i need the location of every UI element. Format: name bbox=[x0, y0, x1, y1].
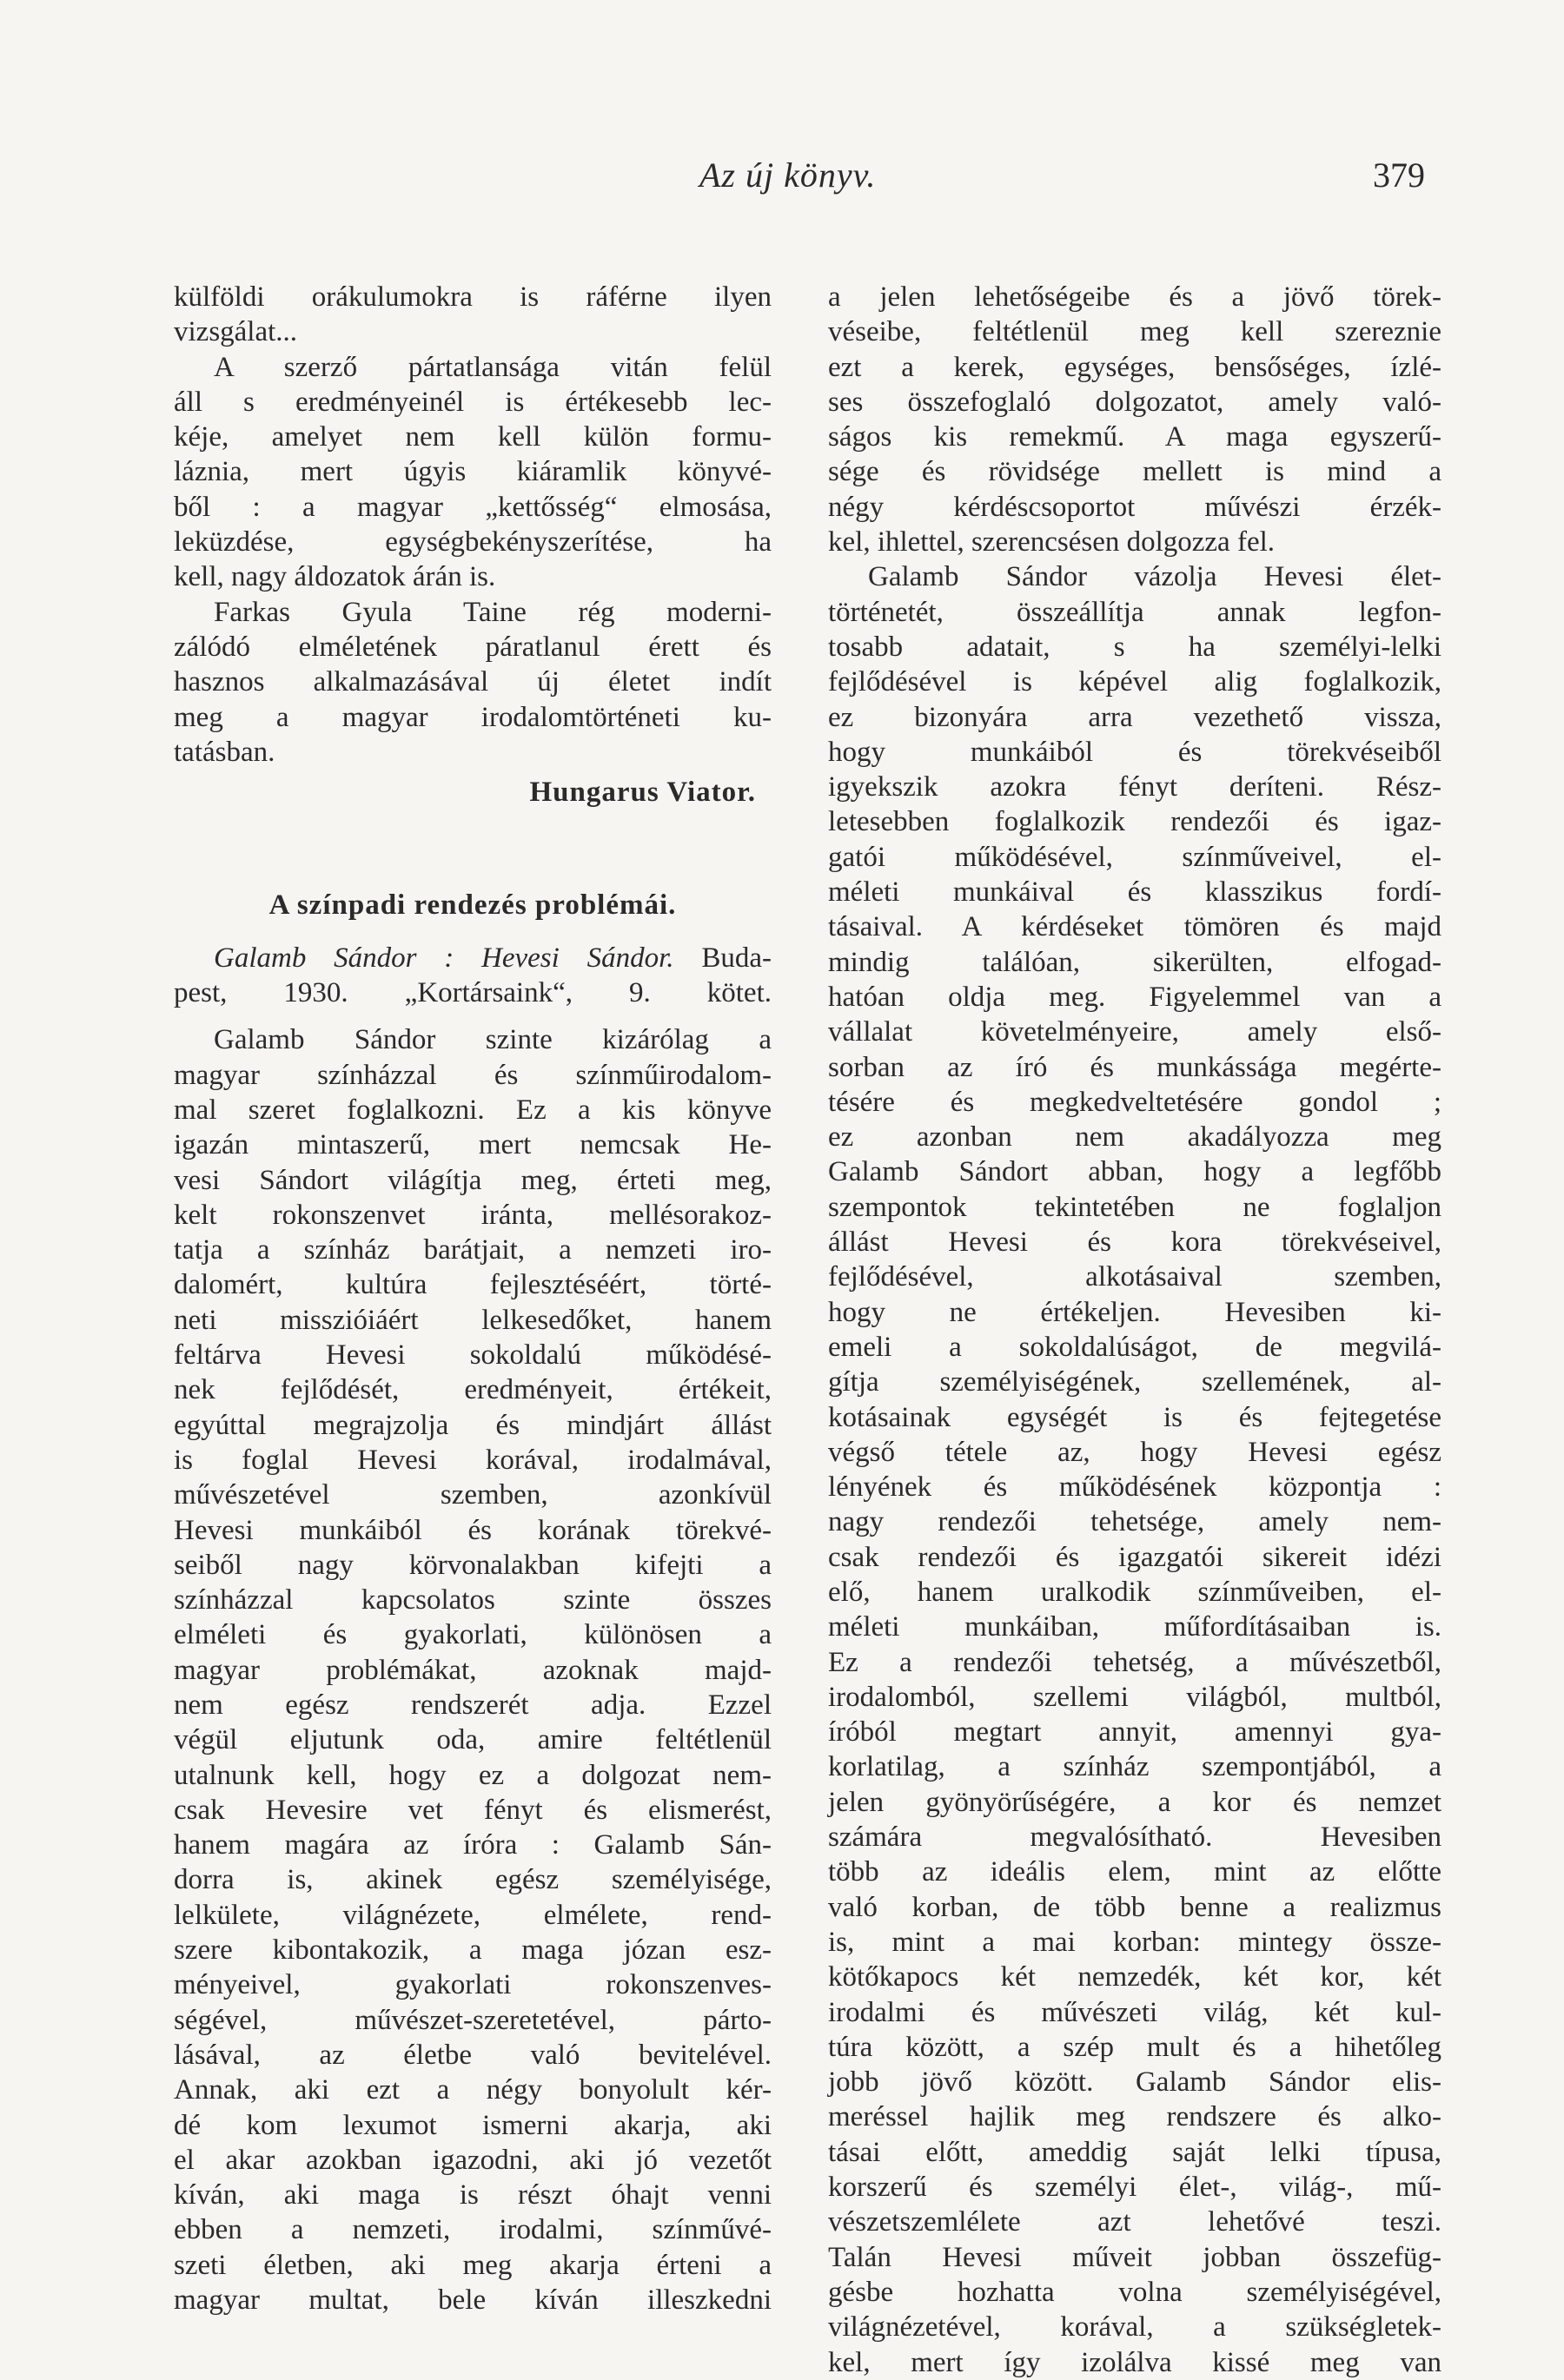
text-line: való korban, de több benne a realizmus bbox=[828, 1891, 1441, 1923]
text-line: nem egész rendszerét adja. Ezzel bbox=[174, 1689, 772, 1721]
text-line: fejlődésével is képével alig foglalkozik, bbox=[828, 666, 1441, 698]
text-line: Galamb Sándor vázolja Hevesi élet- bbox=[868, 561, 1441, 593]
text-line: feltárva Hevesi sokoldalú működésé- bbox=[174, 1339, 772, 1372]
text-line: számára megvalósítható. Hevesiben bbox=[828, 1821, 1441, 1854]
text-line: irodalmi és művészeti világ, két kul- bbox=[828, 1996, 1441, 2028]
left-paragraph-1 bbox=[174, 280, 772, 350]
text-line: elméleti és gyakorlati, különösen a bbox=[174, 1619, 772, 1651]
left-paragraph-2 bbox=[174, 350, 772, 595]
text-line: művészetével szemben, azonkívül bbox=[174, 1479, 772, 1511]
text-line: történetét, összeállítja annak legfon- bbox=[828, 596, 1441, 628]
text-line: A szerző pártatlansága vitán felül bbox=[214, 351, 772, 383]
text-line: hasznos alkalmazásával új életet indít bbox=[174, 666, 772, 698]
text-line: a jelen lehetőségeibe és a jövő törek- bbox=[828, 281, 1441, 313]
text-line: Annak, aki ezt a négy bonyolult kér- bbox=[174, 2074, 772, 2106]
text-line: végül eljutunk oda, amire feltétlenül bbox=[174, 1724, 772, 1756]
text-line: négy kérdéscsoportot művészi érzék- bbox=[828, 491, 1441, 523]
text-line: ből : a magyar „kettősség“ elmosása, bbox=[174, 491, 772, 523]
text-line: túra között, a szép mult és a hihetőleg bbox=[828, 2031, 1441, 2063]
text-line: csak Hevesire vet fényt és elismerést, bbox=[174, 1794, 772, 1826]
text-line: irodalomból, szellemi világból, multból, bbox=[828, 1681, 1441, 1713]
text-line: vészetszemlélete azt lehetővé teszi. bbox=[828, 2206, 1441, 2238]
text-line: kíván, aki maga is részt óhajt venni bbox=[174, 2179, 772, 2211]
text-line: gatói működésével, színműveivel, el- bbox=[828, 841, 1441, 873]
text-line: gésbe hozhatta volna személyiségével, bbox=[828, 2276, 1441, 2308]
text-line: ezt a kerek, egységes, bensőséges, ízlé- bbox=[828, 351, 1441, 383]
text-line: áll s eredményeinél is értékesebb lec- bbox=[174, 386, 772, 418]
text-line: állást Hevesi és kora törekvéseivel, bbox=[828, 1226, 1441, 1259]
text-line: színházzal kapcsolatos szinte összes bbox=[174, 1584, 772, 1616]
section-title: A színpadi rendezés problémái. bbox=[268, 889, 677, 922]
running-head: Az új könyv. bbox=[699, 155, 877, 195]
text-line: zálódó elméletének páratlanul érett és bbox=[174, 631, 772, 663]
text-line: magyar problémákat, azoknak majd- bbox=[174, 1654, 772, 1686]
text-line: magyar színházzal és színműirodalom- bbox=[174, 1059, 772, 1091]
text-line: tésére és megkedveltetésére gondol ; bbox=[828, 1086, 1441, 1118]
text-line: csak rendezői és igazgatói sikereit idézi bbox=[828, 1541, 1441, 1573]
text-line: lásával, az életbe való bevitelével. bbox=[174, 2039, 772, 2071]
text-line: Farkas Gyula Taine rég moderni- bbox=[214, 596, 772, 628]
citation-author-title: Galamb Sándor : Hevesi Sándor. bbox=[214, 942, 674, 974]
text-line: dé kom lexumot ismerni akarja, aki bbox=[174, 2109, 772, 2141]
text-line: Ez a rendezői tehetség, a művészetből, bbox=[828, 1646, 1441, 1678]
review-signature: Hungarus Viator. bbox=[529, 777, 756, 809]
text-line: szempontok tekintetében ne foglaljon bbox=[828, 1191, 1441, 1223]
text-line: íróból megtart annyit, amennyi gya- bbox=[828, 1716, 1441, 1749]
text-line: tásai előtt, ameddig saját lelki típusa, bbox=[828, 2136, 1441, 2168]
text-line: Galamb Sándor szinte kizárólag a bbox=[214, 1024, 772, 1056]
text-line: tatja a színház barátjait, a nemzeti iro- bbox=[174, 1234, 772, 1266]
text-line: hatóan oldja meg. Figyelemmel van a bbox=[828, 981, 1441, 1013]
text-line: igyekszik azokra fényt deríteni. Rész- bbox=[828, 771, 1441, 803]
text-line: Hevesi munkáiból és korának törekvé- bbox=[174, 1514, 772, 1546]
text-line: gítja személyiségének, szellemének, al- bbox=[828, 1366, 1441, 1398]
text-line: ményeivel, gyakorlati rokonszenves- bbox=[174, 1969, 772, 2001]
citation-line: pest, 1930. „Kortársaink“, 9. kötet. bbox=[174, 977, 772, 1009]
text-line: meréssel hajlik meg rendszere és alko- bbox=[828, 2101, 1441, 2133]
text-line: külföldi orákulumokra is ráférne ilyen bbox=[174, 281, 772, 313]
page-number: 379 bbox=[1373, 155, 1425, 195]
text-line: nagy rendezői tehetsége, amely nem- bbox=[828, 1506, 1441, 1538]
text-line: lelkülete, világnézete, elmélete, rend- bbox=[174, 1899, 772, 1931]
text-line: kelt rokonszenvet iránta, mellésorakoz- bbox=[174, 1199, 772, 1231]
text-line: meg a magyar irodalomtörténeti ku- bbox=[174, 701, 772, 733]
text-line: jobb jövő között. Galamb Sándor elis- bbox=[828, 2066, 1441, 2099]
text-line: dorra is, akinek egész személyisége, bbox=[174, 1864, 772, 1896]
text-line: sége és rövidsége mellett is mind a bbox=[828, 456, 1441, 488]
text-line: kotásainak egységét is és fejtegetése bbox=[828, 1401, 1441, 1433]
book-citation bbox=[174, 941, 772, 1011]
text-line: végső tétele az, hogy Hevesi egész bbox=[828, 1436, 1441, 1468]
text-line: dalomért, kultúra fejlesztéséért, törté- bbox=[174, 1269, 772, 1301]
text-line: fejlődésével, alkotásaival szemben, bbox=[828, 1261, 1441, 1293]
text-line: világnézetével, korával, a szükségletek- bbox=[828, 2311, 1441, 2344]
text-line: nek fejlődését, eredményeit, értékeit, bbox=[174, 1374, 772, 1406]
text-line: kötőkapocs két nemzedék, két kor, két bbox=[828, 1961, 1441, 1993]
text-line: kéje, amelyet nem kell külön formu- bbox=[174, 421, 772, 453]
right-paragraph-2 bbox=[828, 559, 1441, 2379]
text-line: tosabb adatait, s ha személyi-lelki bbox=[828, 631, 1441, 663]
text-line: méleti munkáival és klasszikus fordí- bbox=[828, 876, 1441, 909]
text-line: hanem magára az íróra : Galamb Sán- bbox=[174, 1829, 772, 1861]
text-line: vállalat követelményeire, amely első- bbox=[828, 1016, 1441, 1048]
text-line: leküzdése, egységbekényszerítése, ha bbox=[174, 526, 772, 559]
text-line: ségével, művészet-szeretetével, párto- bbox=[174, 2004, 772, 2036]
spacer bbox=[174, 1010, 772, 1022]
text-line: sorban az író és munkássága megérte- bbox=[828, 1051, 1441, 1083]
text-line: korlatilag, a színház szempontjából, a bbox=[828, 1751, 1441, 1783]
text-line: Galamb Sándort abban, hogy a legfőbb bbox=[828, 1156, 1441, 1188]
text-line: több az ideális elem, mint az előtte bbox=[828, 1856, 1441, 1888]
text-line: jelen gyönyörűségére, a kor és nemzet bbox=[828, 1786, 1441, 1818]
text-line: véseibe, feltétlenül meg kell szereznie bbox=[828, 316, 1441, 348]
text-line: hogy ne értékeljen. Hevesiben ki- bbox=[828, 1296, 1441, 1328]
text-line: vizsgálat... bbox=[174, 316, 298, 348]
text-line: Talán Hevesi műveit jobban összefüg- bbox=[828, 2241, 1441, 2273]
text-line: igazán mintaszerű, mert nemcsak He- bbox=[174, 1129, 772, 1161]
text-line: kel, mert így izolálva kissé meg van bbox=[828, 2346, 1441, 2378]
text-line: mal szeret foglalkozni. Ez a kis könyve bbox=[174, 1094, 772, 1126]
text-line: seiből nagy körvonalakban kifejti a bbox=[174, 1549, 772, 1581]
text-line: ez azonban nem akadályozza meg bbox=[828, 1121, 1441, 1154]
text-line: el akar azokban igazodni, aki jó vezetőt bbox=[174, 2144, 772, 2176]
text-line: mindig találóan, sikerülten, elfogad- bbox=[828, 946, 1441, 978]
citation-line bbox=[174, 941, 772, 975]
text-line: utalnunk kell, hogy ez a dolgozat nem- bbox=[174, 1759, 772, 1791]
text-line: is, mint a mai korban: mintegy össze- bbox=[828, 1926, 1441, 1958]
text-line: lényének és működésének központja : bbox=[828, 1471, 1441, 1504]
text-line: ez bizonyára arra vezethető vissza, bbox=[828, 701, 1441, 733]
text-line: ses összefoglaló dolgozatot, amely való- bbox=[828, 386, 1441, 418]
text-line: elő, hanem uralkodik színműveiben, el- bbox=[828, 1576, 1441, 1608]
text-line: kell, nagy áldozatok árán is. bbox=[174, 561, 496, 593]
left-paragraph-3 bbox=[174, 595, 772, 770]
text-line: egyúttal megrajzolja és mindjárt állást bbox=[174, 1409, 772, 1441]
text-line: méleti munkáiban, műfordításaiban is. bbox=[828, 1611, 1441, 1643]
text-line: letesebben foglalkozik rendezői és igaz- bbox=[828, 806, 1441, 838]
citation-place: Buda- bbox=[701, 942, 772, 974]
left-paragraph-4 bbox=[174, 1022, 772, 2317]
text-line: ságos kis remekmű. A maga egyszerű- bbox=[828, 421, 1441, 453]
text-line: korszerű és személyi élet-, világ-, mű- bbox=[828, 2172, 1441, 2204]
text-line: tatásban. bbox=[174, 736, 275, 768]
text-line: vesi Sándort világítja meg, érteti meg, bbox=[174, 1164, 772, 1196]
right-column bbox=[828, 280, 1441, 2380]
text-line: emeli a sokoldalúságot, de megvilá- bbox=[828, 1331, 1441, 1363]
text-line: tásaival. A kérdéseket tömören és majd bbox=[828, 911, 1441, 943]
text-line: magyar multat, bele kíván illeszkedni bbox=[174, 2284, 772, 2317]
text-line: hogy munkáiból és törekvéseiből bbox=[828, 736, 1441, 768]
text-line: neti misszióiáért lelkesedőket, hanem bbox=[174, 1304, 772, 1336]
text-line: szere kibontakozik, a maga józan esz- bbox=[174, 1934, 772, 1967]
text-line: ebben a nemzeti, irodalmi, színművé- bbox=[174, 2214, 772, 2246]
text-line: kel, ihlettel, szerencsésen dolgozza fel. bbox=[828, 526, 1276, 559]
right-paragraph-1 bbox=[828, 280, 1441, 559]
left-column bbox=[174, 280, 772, 2317]
text-line: láznia, mert úgyis kiáramlik könyvé- bbox=[174, 456, 772, 488]
text-line: is foglal Hevesi korával, irodalmával, bbox=[174, 1444, 772, 1476]
text-line: szeti életben, aki meg akarja érteni a bbox=[174, 2249, 772, 2281]
